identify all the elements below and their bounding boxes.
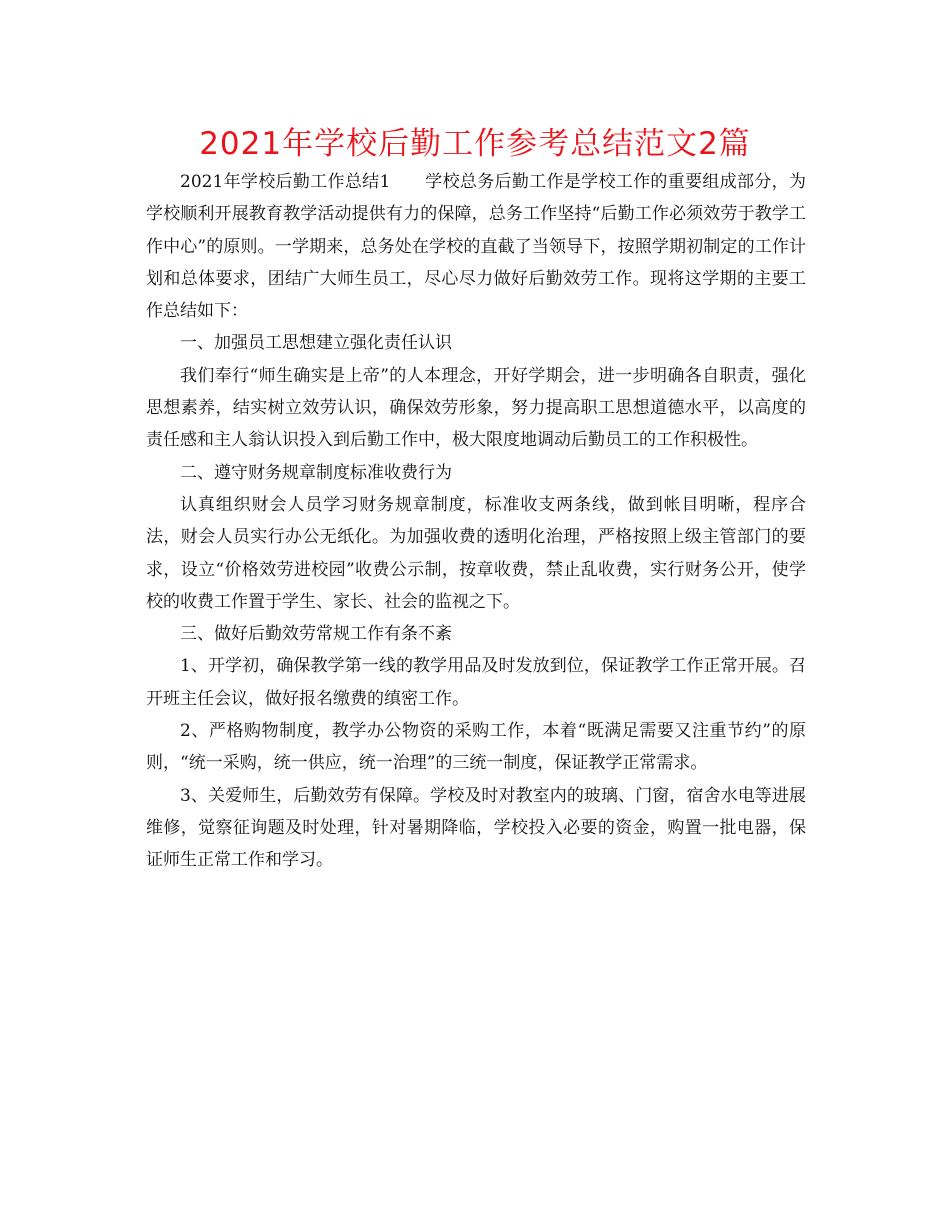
document-body: [146, 166, 806, 877]
section-heading-3: 三、做好后勤效劳常规工作有条不紊: [180, 624, 452, 645]
paragraph-item-1: 1、开学初，确保教学第一线的教学用品及时发放到位，保证教学工作正常开展。召开班主任会议，做好报名缴费的缜密工作。: [146, 656, 806, 709]
section-heading-1: 一、加强员工思想建立强化责任认识: [180, 333, 452, 354]
section-heading-2: 二、遵守财务规章制度标准收费行为: [180, 462, 452, 483]
paragraph-intro: 2021年学校后勤工作总结1 学校总务后勤工作是学校工作的重要组成部分，为学校顺利开展教育教学活动提供有力的保障，总务工作坚持“后勤工作必须效劳于教学工作中心”的原则。一学期来，总务处在学校的直截了当领导下，按照学期初制定的工作计划和总体要求，团结广大师生员工，尽心尽力做好后勤效劳工作。现将这学期的主要工作总结如下：: [146, 172, 806, 322]
paragraph-section-1: 我们奉行“师生确实是上帝”的人本理念，开好学期会，进一步明确各自职责，强化思想素养，结实树立效劳认识，确保效劳形象，努力提高职工思想道德水平，以高度的责任感和主人翁认识投入到后勤工作中，极大限度地调动后勤员工的工作积极性。: [146, 365, 806, 451]
paragraph-item-3: 3、关爱师生，后勤效劳有保障。学校及时对教室内的玻璃、门窗，宿舍水电等进展维修，觉察征询题及时处理，针对暑期降临，学校投入必要的资金，购置一批电器，保证师生正常工作和学习。: [146, 785, 806, 871]
document-title: 2021年学校后勤工作参考总结范文2篇: [199, 126, 751, 162]
paragraph-item-2: 2、严格购物制度，教学办公物资的采购工作，本着“既满足需要又注重节约”的原则，“统一采购，统一供应，统一治理”的三统一制度，保证教学正常需求。: [146, 721, 806, 774]
paragraph-section-2: 认真组织财会人员学习财务规章制度，标准收支两条线，做到帐目明晰，程序合法，财会人员实行办公无纸化。为加强收费的透明化治理，严格按照上级主管部门的要求，设立“价格效劳进校园”收费公示制，按章收费，禁止乱收费，实行财务公开，使学校的收费工作置于学生、家长、社会的监视之下。: [146, 494, 806, 612]
